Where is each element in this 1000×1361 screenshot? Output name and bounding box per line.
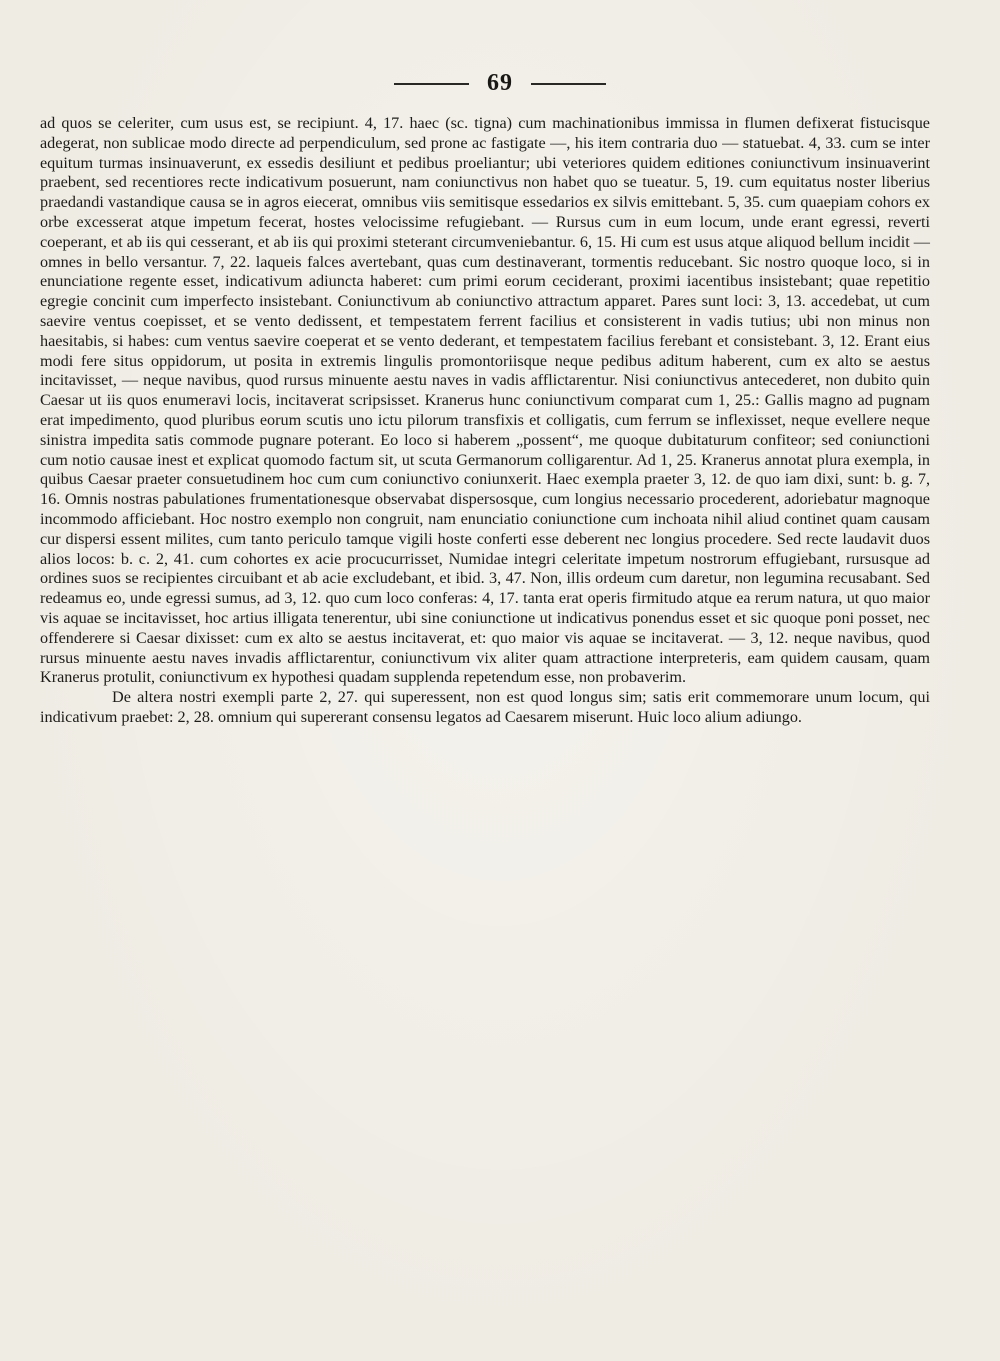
header-rule-right (531, 83, 606, 85)
body-text (40, 114, 930, 728)
header-rule-left (394, 83, 469, 85)
page-number: 69 (487, 70, 513, 96)
paragraph-1: ad quos se celeriter, cum usus est, se recipiunt. 4, 17. haec (sc. tigna) cum machinationibus immissa in flumen defixerat fistucisque adegerat, non sublicae modo directe ad perpendiculum, sed prone ac fastigate —, his item contraria duo — statuebat. 4, 33. cum se inter equitum turmas insinuaverunt, ex essedis desiliunt et pedibus proeliantur; ubi veteriores quidem editiones coniunctivum insinuaverint praebent, sed recentiores recte indicativum posuerunt, nam coniunctivus non habet quo se tueatur. 5, 19. cum equitatus noster liberius praedandi vastandique causa se in agros eiecerat, omnibus viis semitisque essedarios ex silvis emittebant. 5, 35. cum quaepiam cohors ex orbe excesserat atque impetum fecerat, hostes velocissime refugiebant. — Rursus cum in eum locum, unde erant egressi, reverti coeperant, et ab iis qui cesserant, et ab iis qui proximi steterant circumveniebantur. 6, 15. Hi cum est usus atque aliquod bellum incidit — omnes in bello versantur. 7, 22. laqueis falces avertebant, quas cum destinaverant, tormentis reducebant. Sic nostro quoque loco, si in enunciatione regente esset, indicativum adiuncta haberet: cum primi eorum ceciderant, proximi iacentibus insistebant; quae repetitio egregie concinit cum imperfecto insistebant. Coniunctivum ab coniunctivo attractum apparet. Pares sunt loci: 3, 13. accedebat, ut cum saevire ventus coepisset, et se vento dedissent, et tempestatem ferrent facilius et consisterent in vadis tutius; ubi non minus non haesitabis, si habes: cum ventus saevire coeperat et se vento dederant, et tempestatem facilius ferebant et consistebant. 3, 12. Erant eius modi fere situs oppidorum, ut posita in extremis lingulis promontoriisque neque pedibus aditum haberent, cum ex alto se aestus incitavisset, — neque navibus, quod rursus minuente aestu naves in vadis afflictarentur. Nisi coniunctivus antecederet, non dubito quin Caesar ut iis quos enumeravi locis, incitaverat scripsisset. Kranerus hunc coniunctivum comparat cum 1, 25.: Gallis magno ad pugnam erat impedimento, quod pluribus eorum scutis uno ictu pilorum transfixis et colligatis, cum ferrum se inflexisset, neque evellere neque sinistra impedita satis commode pugnare poterant. Eo loco si haberem „possent“, me quoque dubitaturum confiteor; sed coniunctioni cum notio causae inest et explicat quomodo factum sit, ut scuta Germanorum colligarentur. Ad 1, 25. Kranerus annotat plura exempla, in quibus Caesar praeter consuetudinem hoc cum cum coniunctivo coniunxerit. Haec exempla praeter 3, 12. de quo iam dixi, sunt: b. g. 7, 16. Omnis nostras pabulationes frumentationesque observabat dispersosque, cum longius necessario procederent, adoriebatur magnoque incommodo afficiebant. Hoc nostro exemplo non congruit, nam enunciatio coniunctione cum inchoata nihil aliud continet quam causam cur dispersi essent milites, cum tanto periculo tamque vigili hoste conferti esse deberent nec longius procedere. Sed recte laudavit duos alios locos: b. c. 2, 41. cum cohortes ex acie procucurrisset, Numidae integri celeritate impetum nostrorum effugiebant, rursusque ad ordines suos se recipientes circuibant et ab acie excludebant, et ibid. 3, 47. Non, illis ordeum cum daretur, non legumina recusabant. Sed redeamus eo, unde egressi sumus, ad 3, 12. quo cum loco conferas: 4, 17. tanta erat operis firmitudo atque ea rerum natura, ut quo maior vis aquae se incitavisset, hoc artius illigata tenerentur, ubi sine coniunctione ut indicativus ponendus esset et sic quoque poni posset, nec offenderere si Caesar dixisset: cum ex alto se aestus incitaverat, et: quo maior vis aquae se incitaverat. — 3, 12. neque navibus, quod rursus minuente aestu naves invadis afflictarentur, coniunctivum vix aliter quam attractione interpreteris, eam quidem causam, quam Kranerus protulit, coniunctivum ex hypothesi quadam supplenda repetendum esse, non probaverim. (40, 114, 930, 687)
paragraph-2: De altera nostri exempli parte 2, 27. qui superessent, non est quod longus sim; satis erit commemorare unum locum, qui indicativum praebet: 2, 28. omnium qui supererant consensu legatos ad Caesarem miserunt. Huic loco alium adiungo. (40, 688, 930, 726)
page-header (0, 70, 1000, 100)
